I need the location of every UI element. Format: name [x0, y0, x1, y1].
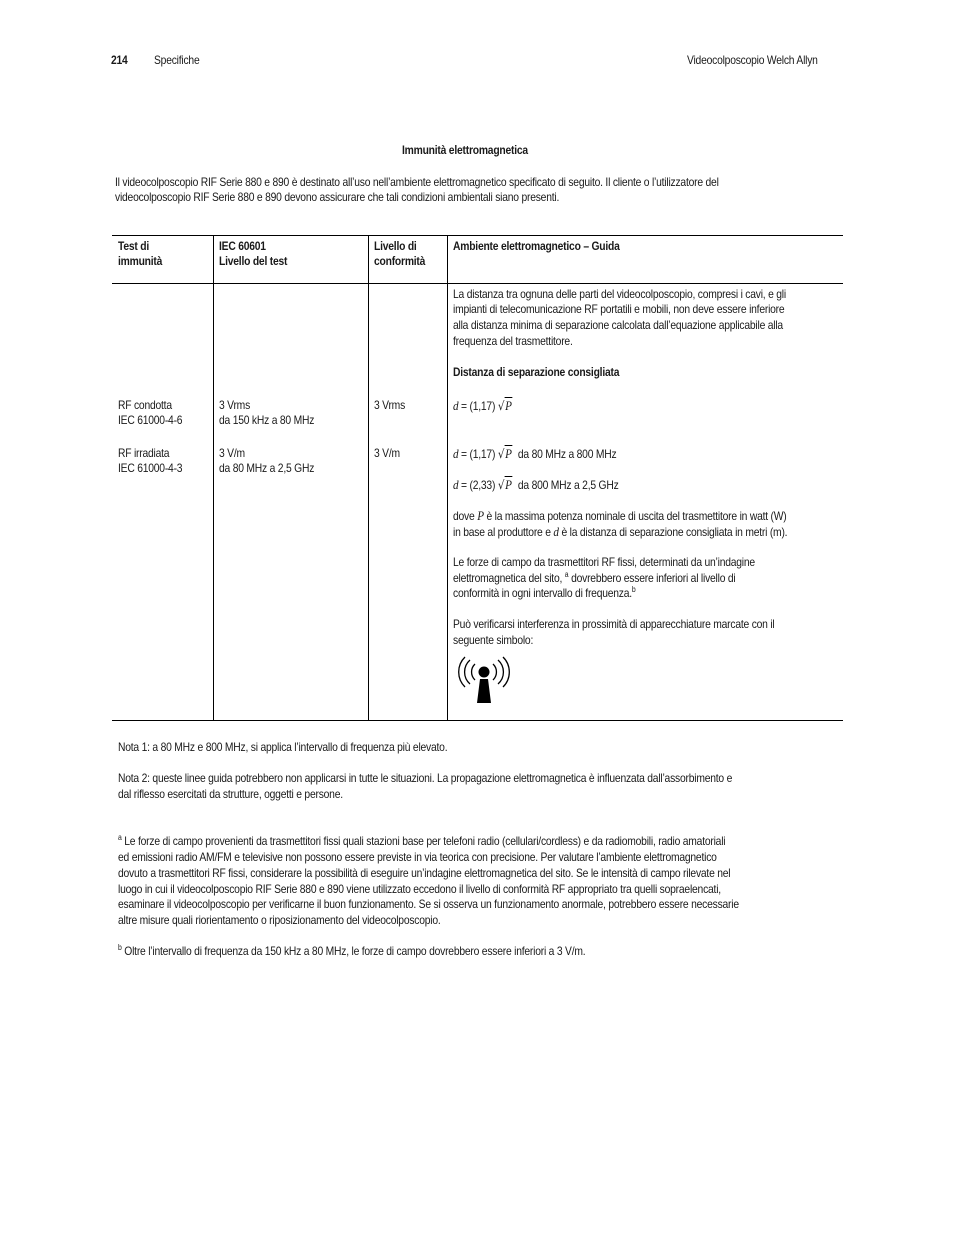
row1-test-1: RF condotta	[118, 398, 172, 412]
non-ionizing-radiation-icon	[456, 655, 512, 705]
row1-level-1: 3 Vrms	[219, 398, 251, 412]
footnote-a-line-3: dovuto a trasmettitori RF fissi, considerare la possibilità di eseguire un’indagine elettromagnetica del sito. Se le intensità di campo rilevate nel	[118, 866, 731, 880]
table-top-border	[112, 235, 843, 236]
header-iec-1: IEC 60601	[219, 239, 266, 253]
row1-formula: d = (1,17) √P	[453, 398, 512, 413]
interference-line-1: Può verificarsi interferenza in prossimità di apparecchiature marcate con il	[453, 617, 775, 631]
guidance-intro-4: frequenza del trasmettitore.	[453, 334, 573, 348]
intro-line-2: videocolposcopio RIF Serie 880 e 890 devono assicurare che tali condizioni ambientali siano presenti.	[115, 190, 560, 204]
footnote-a-line-2: ed emissioni radio AM/FM e televisive non possono essere previste in via teorica con precisione. Per valutare l’ambiente elettromagnetico	[118, 850, 717, 864]
header-test-2: immunità	[118, 254, 163, 268]
guidance-intro-1: La distanza tra ognuna delle parti del videocolposcopio, compresi i cavi, e gli	[453, 287, 786, 301]
field-strength-line-3: conformità in ogni intervallo di frequenza.$^b$	[453, 585, 636, 600]
page-number: 214	[111, 53, 128, 67]
note-2-line-1: Nota 2: queste linee guida potrebbero non applicarsi in tutte le situazioni. La propagazione elettromagnetica è influenzata dall’assorbimento e	[118, 771, 733, 785]
footnote-a-line-4: luogo in cui il videocolposcopio RIF Serie 880 e 890 viene utilizzato eccedono il livello di conformità RF appropriato tra quelli sopraelencati,	[118, 882, 721, 896]
separation-heading: Distanza di separazione consigliata	[453, 365, 620, 379]
where-p-line-1: dove P è la massima potenza nominale di uscita del trasmettitore in watt (W)	[453, 508, 787, 523]
table-col-divider-3	[447, 235, 448, 721]
footnote-a-line-1: $^a$ Le forze di campo provenienti da trasmettitori fissi quali stazioni base per telefoni radio (cellulari/cordless) e da radiomobili, radio amatoriali	[118, 833, 726, 848]
guidance-intro-3: alla distanza minima di separazione calcolata dall’equazione applicabile alla	[453, 318, 783, 332]
formula-high-band: d = (2,33) √P da 800 MHz a 2,5 GHz	[453, 477, 619, 492]
row2-level-1: 3 V/m	[219, 446, 245, 460]
field-strength-line-2: elettromagnetica del sito, $^a$ dovrebbero essere inferiori al livello di	[453, 570, 736, 585]
row2-test-2: IEC 61000-4-3	[118, 461, 183, 475]
footnote-a-line-5: esaminare il videocolposcopio per verificarne il buon funzionamento. Se si osserva un funzionamento anormale, potrebbero essere necessarie	[118, 897, 739, 911]
document-title: Immunità elettromagnetica	[402, 143, 528, 157]
footnote-a-line-6: altre misure quali riorientamento o riposizionamento del videocolposcopio.	[118, 913, 441, 927]
table-col-divider-1	[213, 235, 214, 721]
guidance-intro-2: impianti di telecomunicazione RF portatili e mobili, non deve essere inferiore	[453, 302, 785, 316]
header-compliance-1: Livello di	[374, 239, 417, 253]
row2-formula: d = (1,17) √P da 80 MHz a 800 MHz	[453, 446, 617, 461]
row1-compliance: 3 Vrms	[374, 398, 406, 412]
field-strength-line-1: Le forze di campo da trasmettitori RF fissi, determinati da un’indagine	[453, 555, 755, 569]
section-title: Specifiche	[154, 53, 200, 67]
header-test-1: Test di	[118, 239, 149, 253]
product-name: Videocolposcopio Welch Allyn	[687, 53, 818, 67]
footnote-b: $^b$ Oltre l’intervallo di frequenza da 150 kHz a 80 MHz, le forze di campo dovrebbero essere inferiori a 3 V/m.	[118, 943, 586, 958]
intro-line-1: Il videocolposcopio RIF Serie 880 e 890 è destinato all’uso nell’ambiente elettromagnetico specificato di seguito. Il cliente o l’utilizzatore del	[115, 175, 719, 189]
row2-level-2: da 80 MHz a 2,5 GHz	[219, 461, 315, 475]
table-header-border	[112, 283, 843, 284]
header-guidance: Ambiente elettromagnetico – Guida	[453, 239, 620, 253]
table-col-divider-2	[368, 235, 369, 721]
row1-test-2: IEC 61000-4-6	[118, 413, 183, 427]
header-iec-2: Livello del test	[219, 254, 288, 268]
row1-level-2: da 150 kHz a 80 MHz	[219, 413, 315, 427]
note-2-line-2: dal riflesso esercitati da strutture, oggetti e persone.	[118, 787, 343, 801]
interference-line-2: seguente simbolo:	[453, 633, 534, 647]
row2-test-1: RF irradiata	[118, 446, 170, 460]
header-compliance-2: conformità	[374, 254, 426, 268]
where-p-line-2: in base al produttore e d è la distanza di separazione consigliata in metri (m).	[453, 524, 788, 539]
row2-compliance: 3 V/m	[374, 446, 400, 460]
note-1: Nota 1: a 80 MHz e 800 MHz, si applica l’intervallo di frequenza più elevato.	[118, 740, 448, 754]
table-bottom-border	[112, 720, 843, 721]
